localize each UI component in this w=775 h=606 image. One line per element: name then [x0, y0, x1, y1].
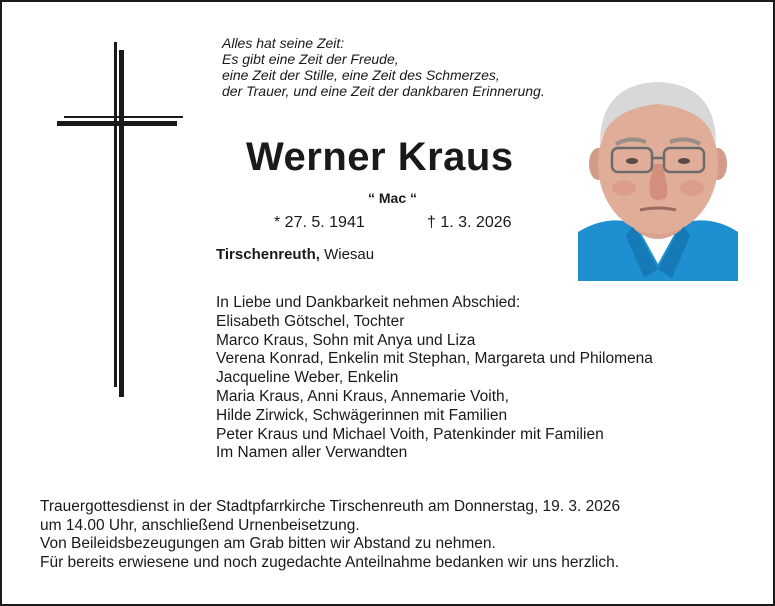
mourners-closing: Im Namen aller Verwandten [216, 444, 408, 462]
portrait-photo [578, 64, 738, 281]
cross-horizontal-thin [64, 116, 183, 118]
thanks-note: Für bereits erwiesene und noch zugedachte Anteilnahme bedanken wir uns herzlich. [40, 553, 620, 571]
poem-line: eine Zeit der Stille, eine Zeit des Schmerzes, [222, 67, 500, 83]
cross-vertical-thin [114, 42, 117, 387]
residence-secondary: Wiesau [319, 246, 375, 263]
poem-line: Es gibt eine Zeit der Freude, [222, 51, 399, 67]
poem-line: der Trauer, und eine Zeit der dankbaren Erinnerung. [222, 83, 545, 99]
mourners-intro: In Liebe und Dankbarkeit nehmen Abschied: [216, 294, 521, 311]
birth-date: * 27. 5. 1941 [274, 214, 365, 231]
mourners-list [216, 294, 653, 463]
condolence-note: Von Beileidsbezeugungen am Grab bitten wir Abstand zu nehmen. [40, 535, 496, 552]
mourner-entry: Peter Kraus und Michael Voith, Patenkinder mit Familien [216, 425, 604, 443]
mourner-entry: Jacqueline Weber, Enkelin [216, 369, 399, 387]
mourner-entry: Verena Konrad, Enkelin mit Stephan, Margareta und Philomena [216, 350, 653, 368]
deceased-nickname: “ Mac “ [368, 190, 418, 206]
poem-line: Alles hat seine Zeit: [222, 35, 345, 51]
mourner-entry: Hilde Zirwick, Schwägerinnen mit Familien [216, 406, 508, 424]
residence-main: Tirschenreuth, [216, 246, 320, 263]
mourner-entry: Marco Kraus, Sohn mit Anya und Liza [216, 331, 476, 349]
service-line: um 14.00 Uhr, anschließend Urnenbeisetzung. [40, 516, 360, 534]
deceased-name: Werner Kraus [246, 135, 514, 179]
poem [222, 35, 545, 99]
residence [216, 246, 374, 263]
death-date: † 1. 3. 2026 [427, 214, 512, 231]
mourner-entry: Elisabeth Götschel, Tochter [216, 312, 405, 330]
mourner-entry: Maria Kraus, Anni Kraus, Annemarie Voith, [216, 387, 509, 405]
service-information [40, 498, 620, 572]
service-line: Trauergottesdienst in der Stadtpfarrkirche Tirschenreuth am Donnerstag, 19. 3. 2026 [40, 498, 621, 515]
cross-horizontal-thick [57, 121, 177, 126]
cross-vertical-thick [119, 50, 124, 397]
